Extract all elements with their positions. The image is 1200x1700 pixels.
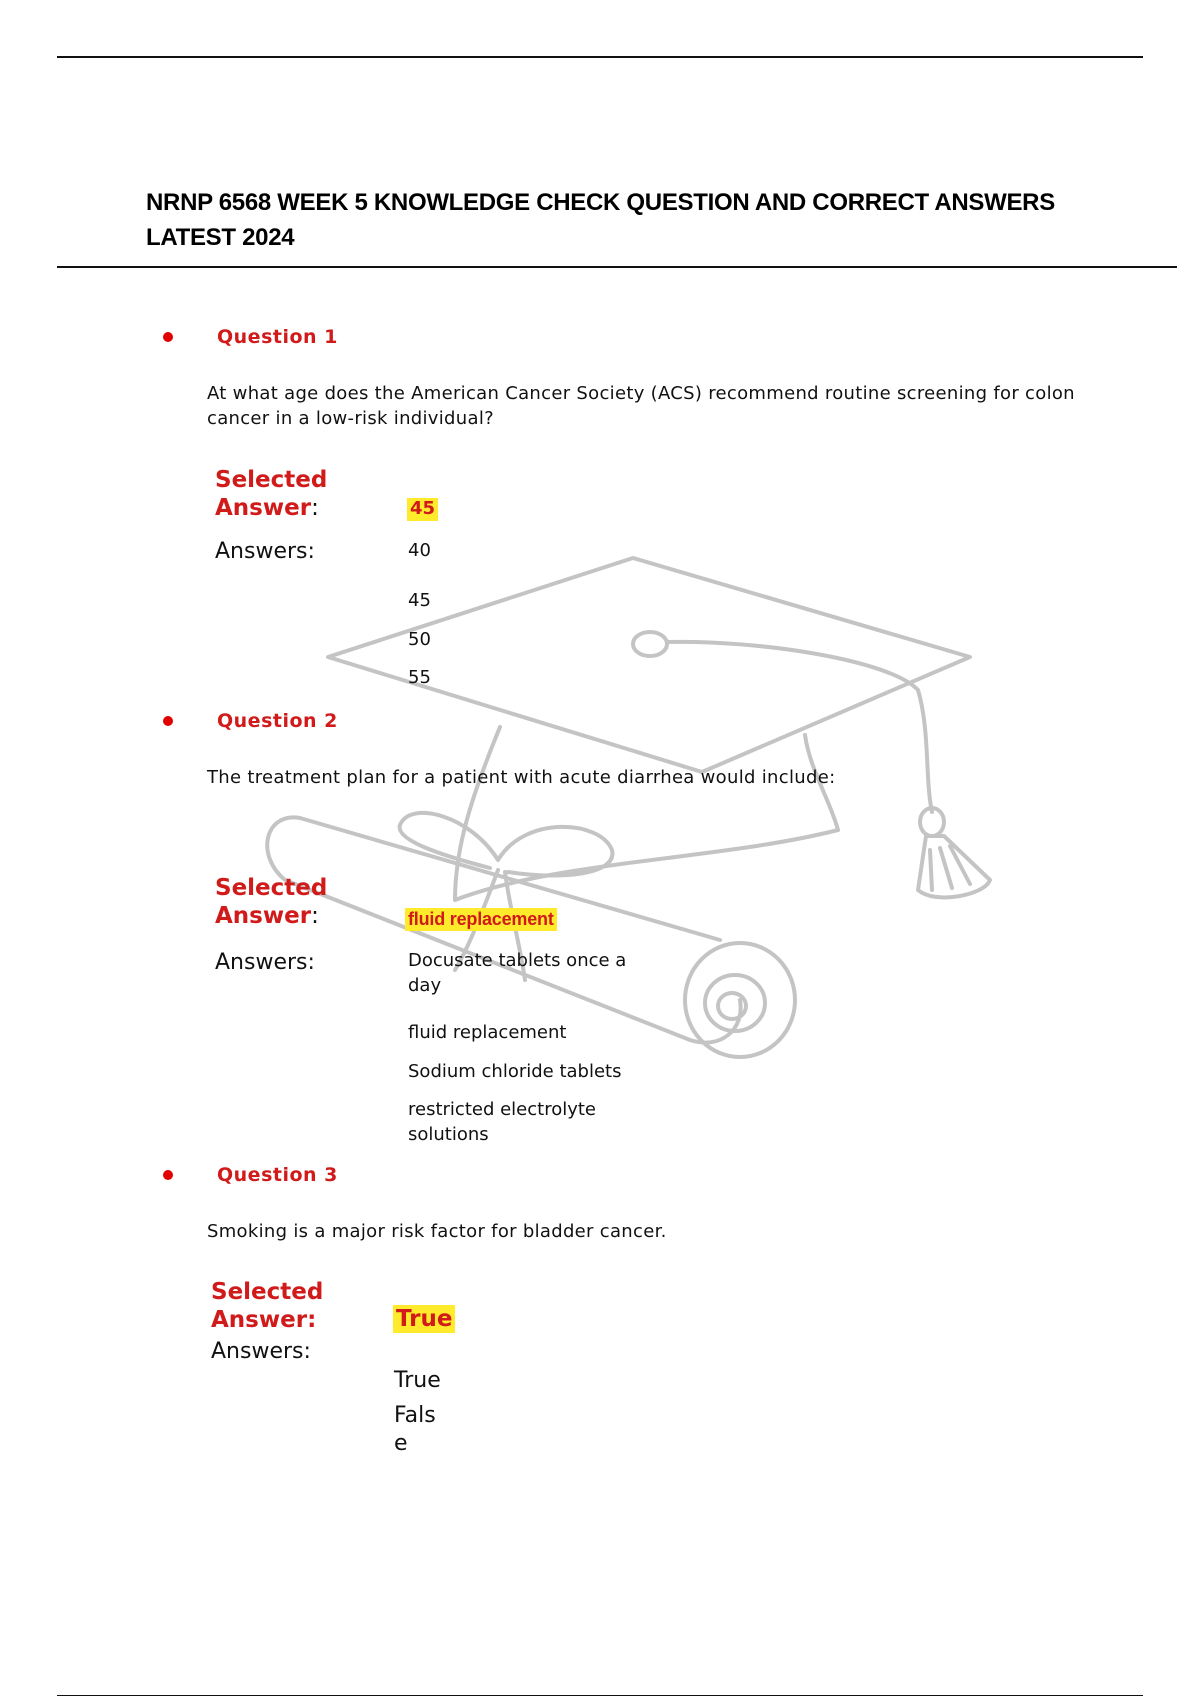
selected-colon: : — [307, 1307, 317, 1333]
question-2-selected-answer: fluid replacement — [405, 908, 557, 931]
header-rule — [57, 266, 1177, 268]
question-3-prompt: Smoking is a major risk factor for bladder cancer. — [207, 1221, 667, 1242]
question-1-bullet — [163, 332, 173, 342]
question-1-choice: 45 — [408, 590, 431, 611]
question-1-choice: 40 — [408, 540, 431, 561]
selected-colon: : — [311, 495, 319, 521]
selected-line-1: Selected — [215, 875, 328, 901]
selected-line-2: Answer — [215, 903, 312, 929]
title-line-2: LATEST 2024 — [146, 224, 295, 251]
question-1-prompt: At what age does the American Cancer Society (ACS) recommend routine screening for colon cancer in a low-risk individual? — [207, 383, 1075, 429]
question-3-selected-answer: True — [393, 1305, 455, 1333]
top-rule — [57, 56, 1143, 58]
selected-line-1: Selected — [215, 467, 328, 493]
page-title — [146, 185, 1106, 255]
question-1-choice: 50 — [408, 629, 431, 650]
question-2-choice: Sodium chloride tablets — [408, 1061, 622, 1082]
question-2-label: Question 2 — [217, 710, 338, 732]
bottom-rule — [57, 1695, 1143, 1696]
question-3-label: Question 3 — [217, 1164, 338, 1186]
question-2-choice: restricted electrolyte solutions — [408, 1099, 596, 1145]
selected-line-2: Answer — [215, 495, 312, 521]
question-2-answers-label: Answers: — [215, 950, 315, 975]
question-3-answers-label: Answers: — [211, 1339, 311, 1364]
question-1-label: Question 1 — [217, 326, 338, 348]
question-3-choice: True — [394, 1368, 441, 1393]
question-3-bullet — [163, 1170, 173, 1180]
question-3-choice: False — [394, 1403, 436, 1456]
selected-line-2: Answer — [211, 1307, 308, 1333]
selected-line-1: Selected — [211, 1279, 324, 1305]
question-1-selected-label — [215, 466, 327, 522]
question-2-choice: fluid replacement — [408, 1022, 567, 1043]
question-1-answers-label: Answers: — [215, 539, 315, 564]
title-line-1: NRNP 6568 WEEK 5 KNOWLEDGE CHECK QUESTION AND CORRECT ANSWERS — [146, 189, 1055, 216]
selected-colon: : — [311, 903, 319, 929]
question-2-choice: Docusate tablets once a day — [408, 950, 627, 996]
question-3-selected-label — [211, 1278, 323, 1334]
question-1-choice: 55 — [408, 667, 431, 688]
question-2-bullet — [163, 716, 173, 726]
question-2-prompt: The treatment plan for a patient with acute diarrhea would include: — [207, 767, 836, 788]
question-1-selected-answer: 45 — [407, 498, 438, 521]
question-2-selected-label — [215, 874, 327, 930]
